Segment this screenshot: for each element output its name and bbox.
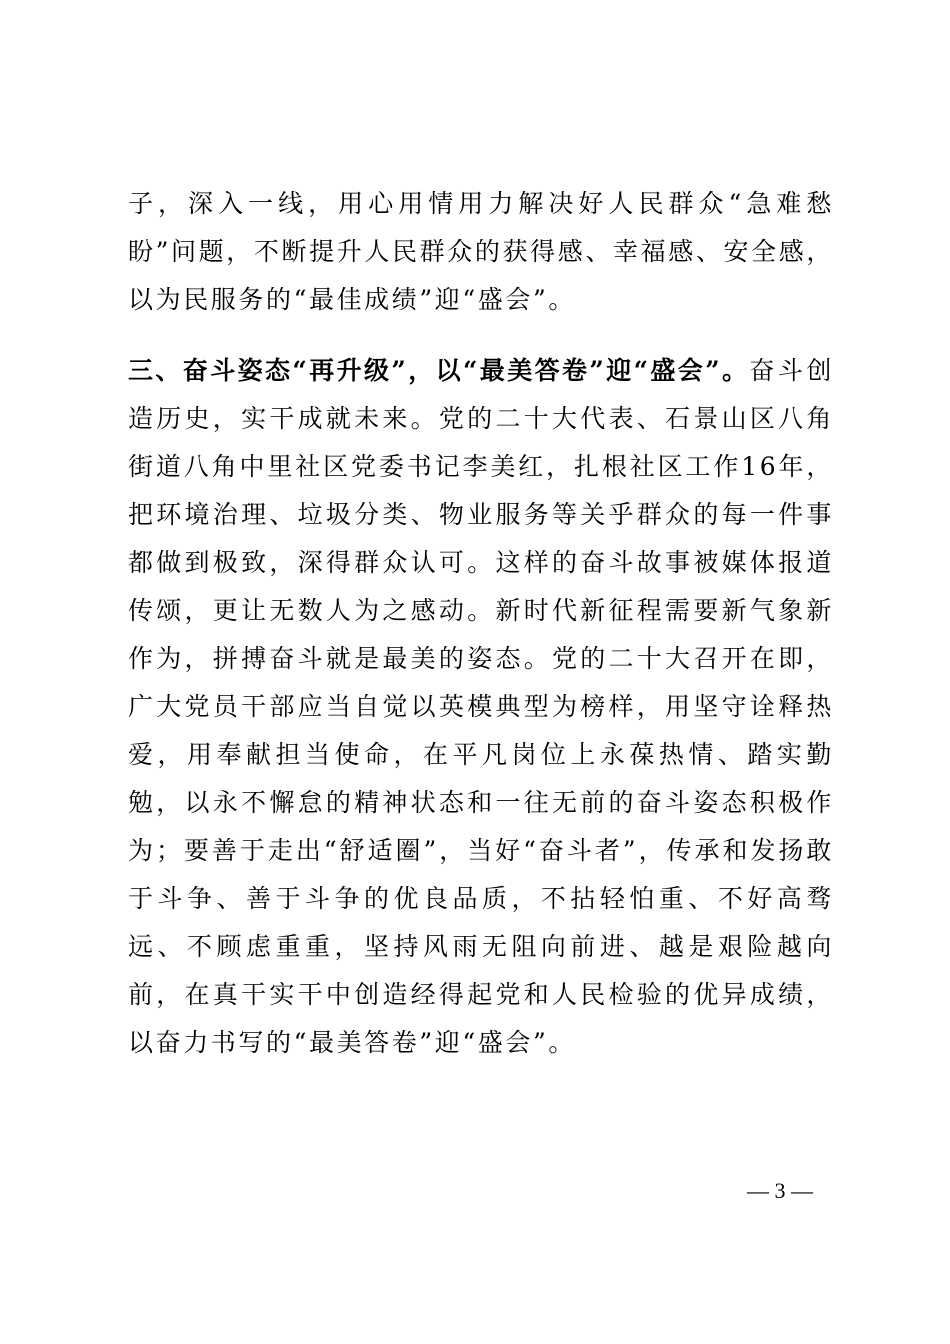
section-three-paragraph [128,347,834,1067]
paragraph-1-text: 子，深入一线，用心用情用力解决好人民群众“急难愁盼”问题，不断提升人民群众的获得感、幸福感、安全感，以为民服务的“最佳成绩”迎“盛会”。 [128,189,834,314]
page-number: — 3 — [747,1178,813,1203]
section-body-text: 奋斗创造历史，实干成就未来。党的二十大代表、石景山区八角街道八角中里社区党委书记李美红，扎根社区工作16年，把环境治理、垃圾分类、物业服务等关乎群众的每一件事都做到极致，深得群众认可。这样的奋斗故事被媒体报道传颂，更让无数人为之感动。新时代新征程需要新气象新作为，拼搏奋斗就是最美的姿态。党的二十大召开在即，广大党员干部应当自觉以英模典型为榜样，用坚守诠释热爱，用奉献担当使命，在平凡岗位上永葆热情、踏实勤勉，以永不懈怠的精神状态和一往无前的奋斗姿态积极作为；要善于走出“舒适圈”，当好“奋斗者”，传承和发扬敢于斗争、善于斗争的优良品质，不拈轻怕重、不好高骛远、不顾虑重重，坚持风雨无阻向前进、越是艰险越向前，在真干实干中创造经得起党和人民检验的优异成绩，以奋力书写的“最美答卷”迎“盛会”。 [128,356,834,1057]
paragraph-continuation [128,180,834,324]
section-heading: 三、奋斗姿态“再升级”，以“最美答卷”迎“盛会”。 [128,356,750,385]
